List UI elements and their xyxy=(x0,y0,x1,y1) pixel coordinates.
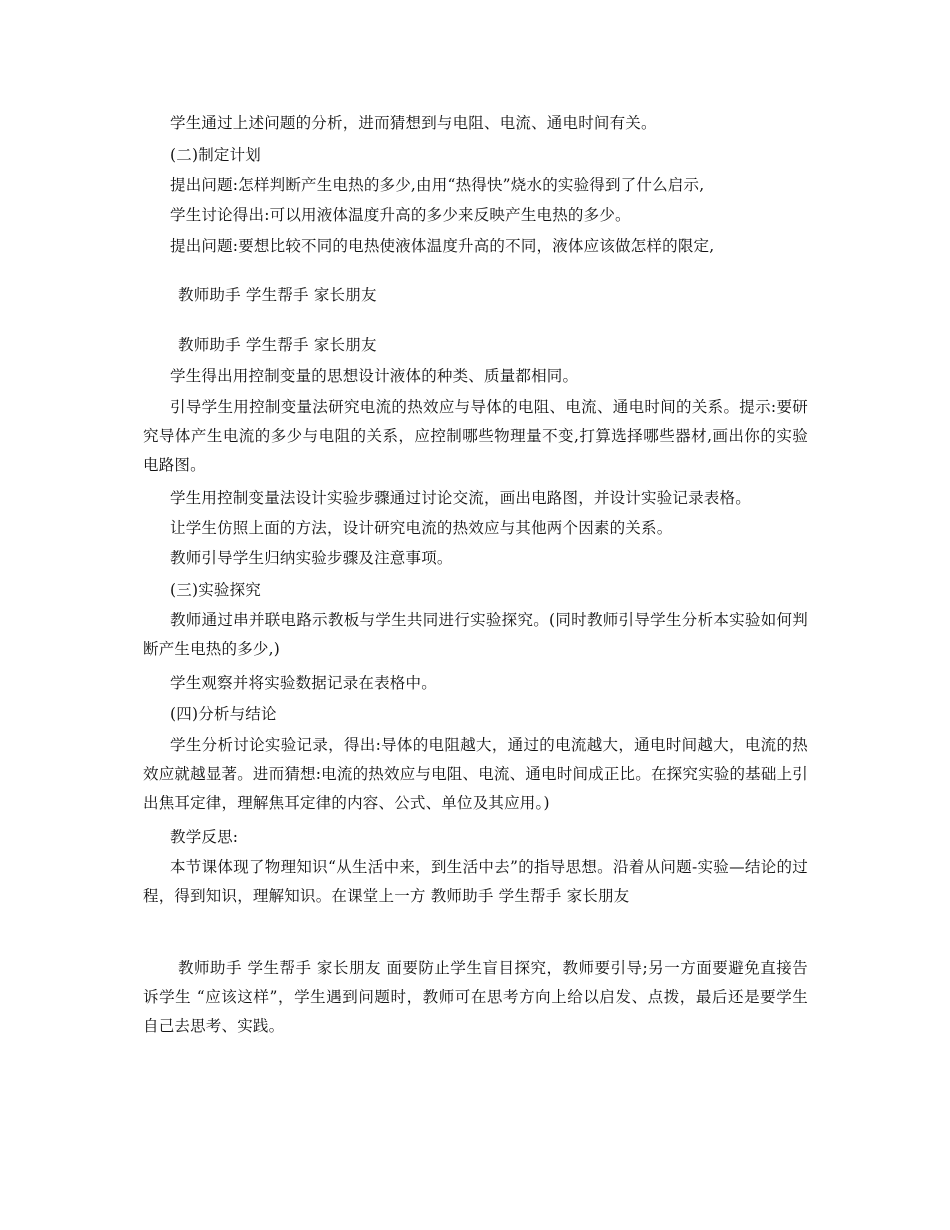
paragraph: 学生观察并将实验数据记录在表格中。 xyxy=(170,674,437,692)
paragraph: 教师通过串并联电路示教板与学生共同进行实验探究。(同时教师引导学生分析本实验如何判断产生电热的多少,) xyxy=(143,611,808,658)
paragraph: 提出问题:要想比较不同的电热使液体温度升高的不同，液体应该做怎样的限定, xyxy=(170,237,715,255)
paragraph: 学生分析讨论实验记录，得出:导体的电阻越大，通过的电流越大，通电时间越大，电流的热效应就越显著。进而猜想:电流的热效应与电阻、电流、通电时间成正比。在探究实验的基础上引出焦耳定律，理解焦耳定律的内容、公式、单位及其应用。) xyxy=(143,736,808,812)
paragraph: 引导学生用控制变量法研究电流的热效应与导体的电阻、电流、通电时间的关系。提示:要研究导体产生电流的多少与电阻的关系，应控制哪些物理量不变,打算选择哪些器材,画出你的实验电路图。 xyxy=(143,398,808,474)
paragraph: 学生得出用控制变量的思想设计液体的种类、质量都相同。 xyxy=(170,367,579,385)
paragraph: 让学生仿照上面的方法，设计研究电流的热效应与其他两个因素的关系。 xyxy=(170,519,673,537)
section-heading: (三)实验探究 xyxy=(170,581,261,599)
paragraph: 学生讨论得出:可以用液体温度升高的多少来反映产生电热的多少。 xyxy=(170,206,631,224)
paragraph: 提出问题:怎样判断产生电热的多少,由用“热得快”烧水的实验得到了什么启示, xyxy=(170,176,705,194)
paragraph: 教师助手 学生帮手 家长朋友 面要防止学生盲目探究，教师要引导;另一方面要避免直接告诉学生 “应该这样”，学生遇到问题时，教师可在思考方向上给以启发、点拨，最后还是要学生自己去思考、实践。 xyxy=(143,959,808,1035)
watermark-text: 教师助手 学生帮手 家长朋友 xyxy=(178,286,377,304)
section-heading: (二)制定计划 xyxy=(170,146,261,164)
paragraph: 学生用控制变量法设计实验步骤通过讨论交流，画出电路图，并设计实验记录表格。 xyxy=(170,489,751,507)
section-heading: (四)分析与结论 xyxy=(170,705,277,723)
paragraph: 教师引导学生归纳实验步骤及注意事项。 xyxy=(170,549,453,567)
paragraph: 学生通过上述问题的分析，进而猜想到与电阻、电流、通电时间有关。 xyxy=(170,114,657,132)
paragraph: 本节课体现了物理知识“从生活中来，到生活中去”的指导思想。沿着从问题-实验—结论的过程，得到知识，理解知识。在课堂上一方 教师助手 学生帮手 家长朋友 xyxy=(143,858,808,905)
watermark-text: 教师助手 学生帮手 家长朋友 xyxy=(178,336,377,354)
section-heading: 教学反思: xyxy=(170,828,239,846)
